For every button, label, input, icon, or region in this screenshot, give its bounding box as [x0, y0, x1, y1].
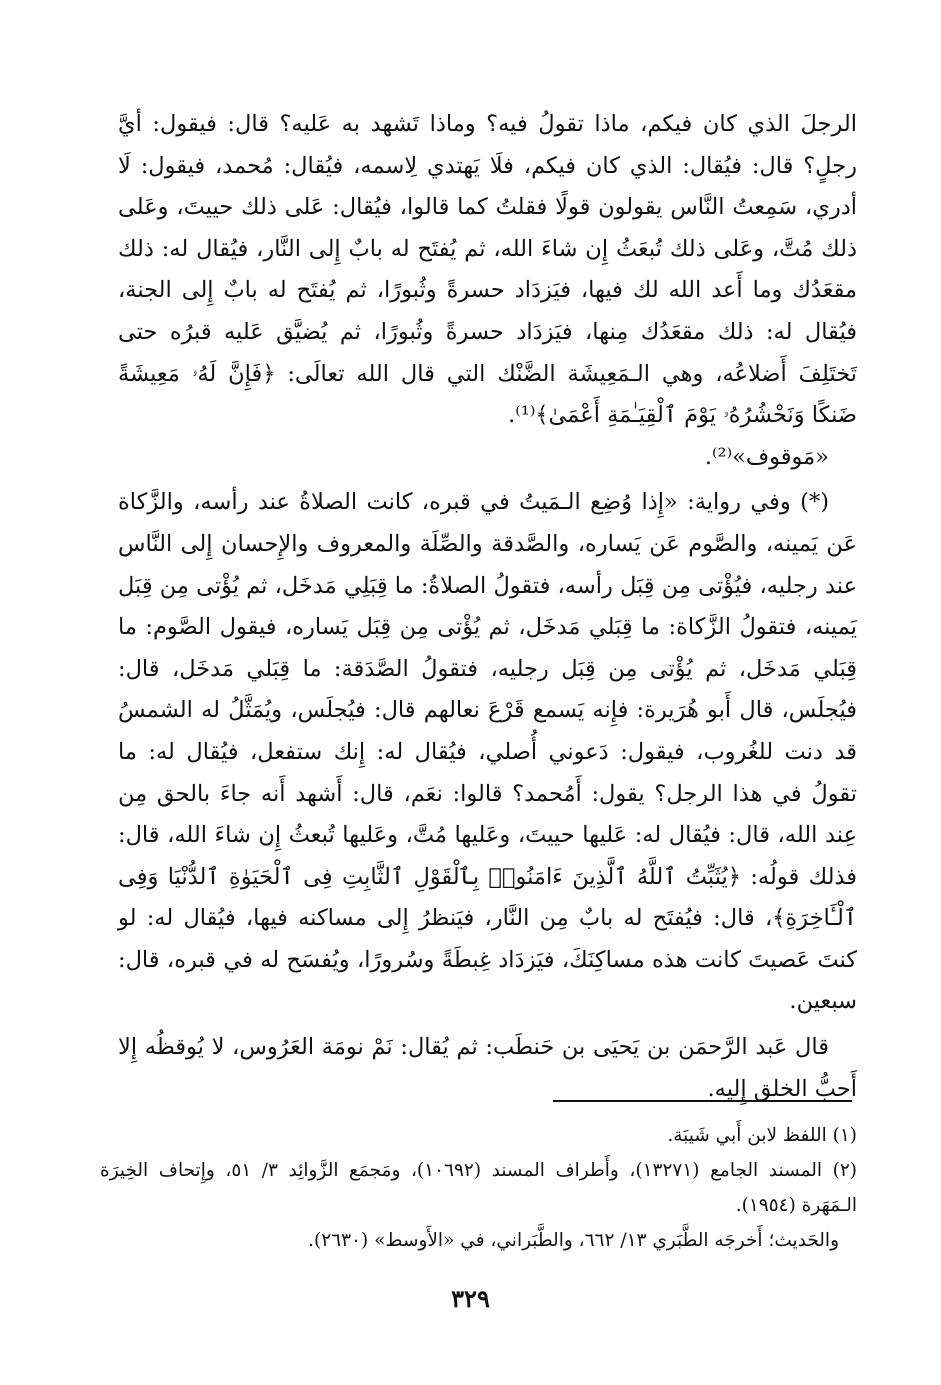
paragraph-hadith-text: الرجلَ الذي كان فيكم، ماذا تقولُ فيه؟ وماذا تَشهد به عَليه؟ قال: فيقول: أيَّ رجلٍ؟ قال: فيُقال: الذي كان فيكم، فلَا يَهتدي لِاسمه، فيُقال: مُحمد، فيقول: لَا أدري، سَمِعتُ النَّاس يقولون قولًا فقلتُ كما قالوا، فيُقال: عَلى ذلك حييتَ، وعَلى ذلك مُتَّ، وعَلى ذلك تُبعَثُ إِن شاءَ الله، ثم يُفتَح له بابٌ إِلى النَّار، فيُقال له: ذلك مقعَدُك وما أَعد الله لك فيها، فيَزدَاد حسرةً وثُبورًا، ثم يُفتَح له بابٌ إِلى الجنة، فيُقال له: ذلك مقعَدُك مِنها، فيَزدَاد حسرةً وثُبورًا، ثم يُضيَّق عَليه قبرُه حتى تَختَلِفَ أَضلاعُه، وهي الـمَعِيشَة الضَّنْك التي قال الله تعالَى: ﴿فَإِنَّ لَهُۥ مَعِيشَةً ضَنكًا وَنَحْشُرُهُۥ يَوْمَ ٱلْقِيَـٰمَةِ أَعْمَىٰ﴾⁽¹⁾.: [118, 111, 857, 429]
page-number: ٣٢٩: [451, 1284, 490, 1313]
footnote-2: (٢) المسند الجامع (١٣٢٧١)، وأَطراف المسند (١٠٦٩٢)، ومَجمَع الزَّوائِد ٣/ ٥١، وإِتحاف الخِيرَة الـمَهَرة (١٩٥٤).: [100, 1160, 857, 1216]
paragraph-mawquf: «مَوقوف»⁽²⁾.: [704, 443, 829, 470]
footnote-2-continuation: والحَديث؛ أَخرجَه الطَّبَري ١٣/ ٦٦٢، والطَّبَراني، في «الأَوسط» (٢٦٣٠).: [308, 1230, 839, 1251]
footnote-separator: [553, 1100, 852, 1102]
main-text: [118, 104, 857, 1110]
footnote-1: (١) اللفظ لابن أَبي شَيبَة.: [667, 1125, 857, 1146]
footnotes: [100, 1118, 857, 1258]
paragraph-qala: قال عَبد الرَّحمَن بن يَحيَى بن حَنطَب: ثم يُقال: نَمْ نومَة العَرُوس، لا يُوقظُه إِلا أَحبُّ الخلق إِليه.: [118, 1034, 857, 1102]
paragraph-riwaya: (*) وفي رواية: «إِذا وُضِع الـمَيتُ في قبره، كانت الصلاةُ عند رأسه، والزَّكاة عَن يَمينه، والصَّوم عَن يَساره، والصَّدقة والصِّلَة والمعروف والإِحسان إِلى النَّاس عند رجليه، فيُؤْتى مِن قِبَل رأسه، فتقولُ الصلاةُ: ما قِبَلِي مَدخَل، ثم يُؤْتى مِن قِبَل يَمينه، فتقولُ الزَّكاة: ما قِبَلي مَدخَل، ثم يُؤْتى مِن قِبَل يَساره، فيقول الصَّوم: ما قِبَلي مَدخَل، ثم يُؤْتى مِن قِبَل رجليه، فتقولُ الصَّدَقة: ما قِبَلي مَدخَل، قال: فيُجلَس، قال أَبو هُرَيرة: فإِنه يَسمع قَرْعَ نعالهم قال: فيُجلَس، ويُمَثَّلُ له الشمسُ قد دنت للغُروب، فيقول: دَعوني أُصلي، فيُقال له: إِنك ستفعل، فيُقال له: ما تقولُ في هذا الرجل؟ يقول: أَمُحمد؟ قالوا: نعَم، قال: أَشهد أَنه جاءَ بالحق مِن عِند الله، قال: فيُقال له: عَليها حييتَ، وعَليها مُتَّ، وعَليها تُبعثُ إِن شاءَ الله، قال: فذلك قولُه: ﴿يُثَبِّتُ ٱللَّهُ ٱلَّذِينَ ءَامَنُوا۟ بِٱلْقَوْلِ ٱلثَّابِتِ فِى ٱلْحَيَوٰةِ ٱلدُّنْيَا وَفِى ٱلْـَٔاخِرَةِ﴾، قال: فيُفتَح له بابٌ مِن النَّار، فيَنظرُ إِلى مساكنه فيها، فيُقال له: لو كنتَ عَصيتَ كانت هذه مساكِنَكَ، فيَزدَاد غِبطَةً وسُرورًا، ويُفسَح له في قبره، قال: سبعين.: [118, 489, 857, 1015]
